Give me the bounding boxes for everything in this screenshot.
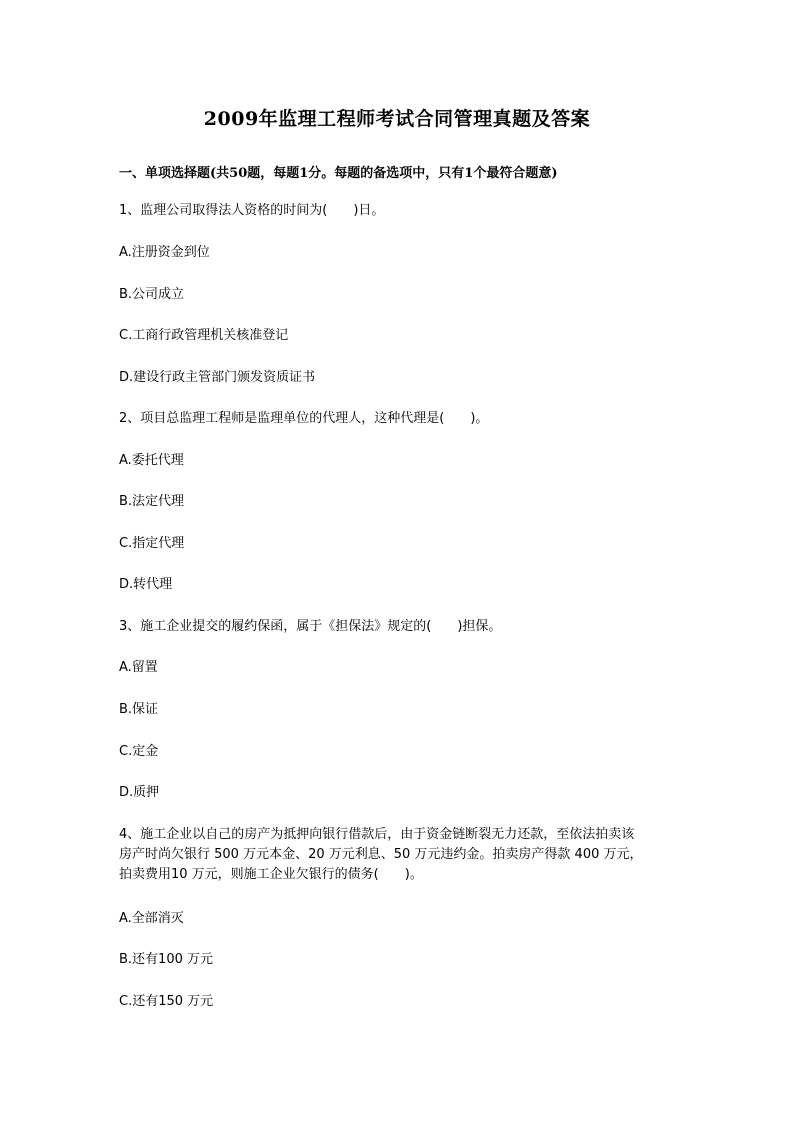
question-3-option-a: A.留置 <box>119 660 158 675</box>
question-1-option-d: D.建设行政主管部门颁发资质证书 <box>119 370 316 385</box>
question-2-option-a: A.委托代理 <box>119 453 184 468</box>
question-4-stem-line-1: 4、施工企业以自己的房产为抵押向银行借款后，由于资金链断裂无力还款，至依法拍卖该 <box>119 827 635 842</box>
question-3-stem: 3、施工企业提交的履约保函，属于《担保法》规定的( )担保。 <box>119 619 502 634</box>
section-heading: 一、单项选择题(共50题，每题1分。每题的备选项中，只有1个最符合题意) <box>119 166 558 181</box>
question-4-stem-line-3: 拍卖费用10 万元，则施工企业欠银行的债务( )。 <box>119 867 423 882</box>
question-3-option-c: C.定金 <box>119 744 159 759</box>
question-3-option-b: B.保证 <box>119 702 159 717</box>
question-4-stem-line-2: 房产时尚欠银行 500 万元本金、20 万元利息、50 万元违约金。拍卖房产得款 400 万元， <box>119 847 643 862</box>
question-1-option-c: C.工商行政管理机关核准登记 <box>119 328 289 343</box>
question-3-option-d: D.质押 <box>119 785 160 800</box>
question-1-stem: 1、监理公司取得法人资格的时间为( )日。 <box>119 203 385 218</box>
question-1-option-a: A.注册资金到位 <box>119 245 210 260</box>
question-4-option-c: C.还有150 万元 <box>119 994 214 1009</box>
question-2-option-c: C.指定代理 <box>119 536 185 551</box>
question-1-option-b: B.公司成立 <box>119 287 185 302</box>
question-4-option-a: A.全部消灭 <box>119 911 184 926</box>
question-2-stem: 2、项目总监理工程师是监理单位的代理人，这种代理是( )。 <box>119 411 489 426</box>
document-title: 2009年监理工程师考试合同管理真题及答案 <box>203 108 591 130</box>
question-4-stem <box>119 825 679 885</box>
question-2-option-b: B.法定代理 <box>119 494 185 509</box>
question-2-option-d: D.转代理 <box>119 577 173 592</box>
question-4-option-b: B.还有100 万元 <box>119 952 213 967</box>
